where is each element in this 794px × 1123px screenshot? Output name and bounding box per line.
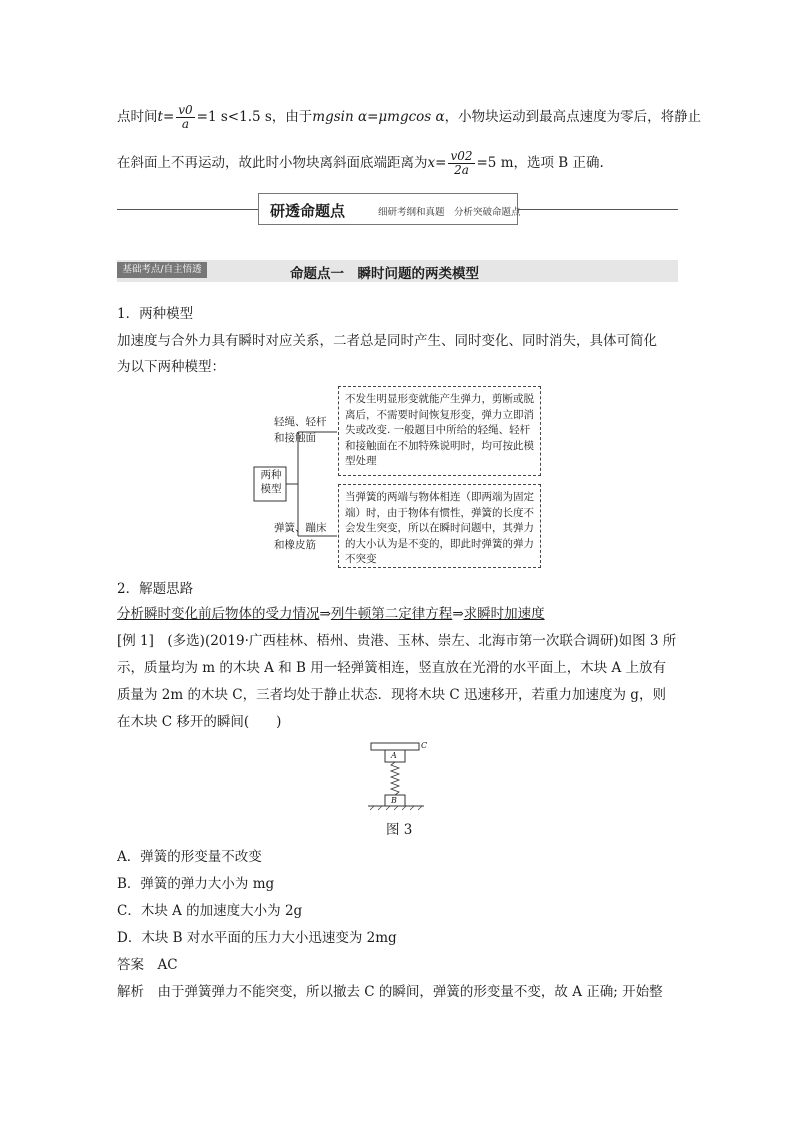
banner-title: 研透命题点 [270, 202, 346, 220]
fraction-v0-over-a: $\frac{v0}{a}$ [178, 103, 193, 131]
example-line1: [例 1] (多选)(2019·广西桂林、梧州、贵港、玉林、崇左、北海市第一次联合调研)如图 3 所 [117, 633, 677, 649]
section1-line2: 为以下两种模型： [117, 359, 225, 375]
option-b: B．弹簧的弹力大小为 mg [117, 876, 275, 892]
figure-label-c: C [421, 741, 428, 750]
solution-line-2: 在斜面上不再运动，故此时小物块离斜面底端距离为x= $\frac{v02}{2a}$ =5 m，选项 B 正确. [117, 149, 604, 177]
option-a: A．弹簧的形变量不改变 [117, 849, 262, 865]
branch1-label-l1: 轻绳、轻杆 [274, 416, 327, 428]
banner-rule-left [117, 209, 258, 210]
banner-rule-right [518, 209, 678, 210]
example-line2: 示，质量均为 m 的木块 A 和 B 用一轻弹簧相连，竖直放在光滑的水平面上，木块 A 上放有 [117, 660, 667, 676]
option-c: C．木块 A 的加速度大小为 2g [117, 903, 303, 919]
example-line3: 质量为 2m 的木块 C，三者均处于静止状态．现将木块 C 迅速移开，若重力加速度为 g，则 [117, 687, 666, 703]
topic-title: 命题点一 瞬时问题的两类模型 [290, 266, 479, 282]
option-d: D．木块 B 对水平面的压力大小迅速变为 2mg [117, 930, 397, 946]
answer-line: 答案 AC [117, 957, 178, 973]
branch1-description-box: 不发生明显形变就能产生弹力，剪断或脱离后，不需要时间恢复形变，弹力立即消失或改变. 一般题目中所给的轻绳、轻杆和接触面在不加特殊说明时，均可按此模型处理 [338, 386, 541, 476]
section1-heading: 1．两种模型 [117, 306, 194, 322]
branch2-label-l2: 和橡皮筋 [274, 539, 316, 551]
branch2-description-box: 当弹簧的两端与物体相连（即两端为固定端）时，由于物体有惯性，弹簧的长度不会发生突变，所以在瞬时问题中，其弹力的大小认为是不变的，即此时弹簧的弹力不突变 [338, 484, 541, 568]
branch1-label-l2: 和接触面 [274, 432, 316, 444]
solution-line-1: 点时间t= $\frac{v0}{a}$ =1 s<1.5 s，由于mgsin α=μmgcos α，小物块运动到最高点速度为零后，将静止 [117, 103, 702, 131]
section2-heading: 2．解题思路 [117, 581, 194, 597]
figure-caption: 图 3 [386, 822, 413, 838]
banner-subtitle: 细研考纲和真题 分析突破命题点 [378, 207, 521, 218]
figure-label-a: A [391, 751, 397, 760]
section1-line1: 加速度与合外力具有瞬时对应关系，二者总是同时产生、同时变化、同时消失，具体可简化 [117, 333, 657, 349]
example-line4: 在木块 C 移开的瞬间( ) [117, 714, 282, 730]
fraction-v0sq-over-2a: $\frac{v02}{2a}$ [450, 149, 473, 177]
branch2-label-l1: 弹簧、蹦床 [274, 522, 327, 534]
diagram-root-label: 两种模型 [260, 469, 282, 495]
analysis-line: 解析 由于弹簧弹力不能突变，所以撤去 C 的瞬间，弹簧的形变量不变，故 A 正确; 开始整 [117, 984, 663, 1000]
solution-steps: 分析瞬时变化前后物体的受力情况⇒列牛顿第二定律方程⇒求瞬时加速度 [117, 606, 545, 622]
topic-tag: 基础考点/自主悟透 [117, 262, 207, 278]
spring-block-figure [360, 738, 440, 814]
figure-label-b: B [391, 796, 397, 805]
